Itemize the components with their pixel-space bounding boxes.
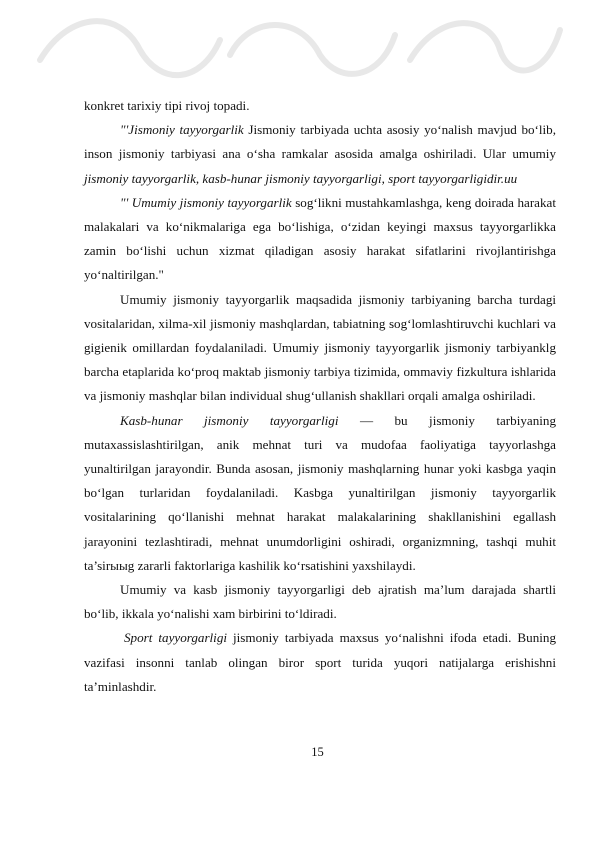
paragraph-2-text: sog‘likni mustahkamlashga, keng doirada harakat malakalari va ko‘nikmalariga ega bo‘lishiga, o‘zidan keyingi maxsus tayyorgarlikka zamin bo‘lishi uchun xizmat qiladigan asosiy harakat sifatlarini rivojlantirishga yo‘naltirilgan." (84, 194, 556, 283)
paragraph-5: Umumiy va kasb jismoniy tayyorgarligi deb ajratish ma’lum darajada shartli bo‘lib, ikkala yo‘nalishi xam birbirini to‘ldiradi. (84, 582, 556, 622)
document-body (84, 94, 556, 699)
paragraph-2 (84, 191, 556, 288)
paragraph-0: konkret tarixiy tipi rivoj topadi. (84, 98, 250, 113)
paragraph-6 (84, 626, 556, 699)
paragraph-4 (84, 409, 556, 578)
term-sport-tayyorgarligi: Sport tayyorgarligi (124, 630, 227, 646)
paragraph-6-text: jismoniy tarbiyada maxsus yo‘nalishni ifoda etadi. Buning vazifasi insonni tanlab olingan biror sport turida yuqori natijalarga erishishni ta’minlashdir. (84, 630, 556, 694)
paragraph-4-text: — bu jismoniy tarbiyaning mutaxassislashtirilgan, anik mehnat turi va mudofaa faoliyatiga tayyorlashga yunaltirilgan jarayondir. Bunda asosan, jismoniy mashqlarning hunar yoki kasbga yaqin bo‘lgan turlaridan foydalaniladi. Kasbga yunaltirilgan jismoniy tayyorgarlik vositalarining qo‘llanishi mehnat harakat malakalarining shakllanishini egallash jarayonini tezlashtiradi, mehnat unumdorligini oshiradi, organizmning, tashqi muhit ta’sirыыg zararli faktorlariga kashilik ko‘rsatishini yaxshilaydi. (84, 412, 556, 573)
watermark-logo (0, 0, 595, 90)
paragraph-1 (84, 118, 556, 191)
paragraph-1-text: Jismoniy tarbiyada uchta asosiy yo‘nalish mavjud bo‘lib, inson jismoniy tarbiyasi ana o‘sha ramkalar asosida amalga oshiriladi. Ular umumiy (84, 122, 556, 162)
page-number: 15 (311, 745, 324, 759)
term-jismoniy-tayyorgarlik: "'Jismoniy tayyorgarlik (120, 122, 244, 138)
term-kasb-hunar: Kasb-hunar jismoniy tayyorgarligi (120, 412, 339, 428)
paragraph-3: Umumiy jismoniy tayyorgarlik maqsadida jismoniy tarbiyaning barcha turdagi vositalaridan, xilma-xil jismoniy mashqlardan, tabiatning sog‘lomlashtiruvchi kuchlari va gigienik omillardan foydalaniladi. Umumiy jismoniy tayyorgarlik jismoniy tarbiyanklg barcha etaplarida ko‘proq maktab jismoniy tarbiya tizimida, ommaviy fizkultura ishlarida va jismoniy mashqlar bilan individual shug‘ullanish shakllari orqali amalga oshiriladi. (84, 291, 556, 404)
term-list: jismoniy tayyorgarlik, kasb-hunar jismoniy tayyorgarligi, sport tayyorgarligidir.uu (84, 170, 518, 186)
term-umumiy-jismoniy-tayyorgarlik: "' Umumiy jismoniy tayyorgarlik (120, 194, 292, 210)
